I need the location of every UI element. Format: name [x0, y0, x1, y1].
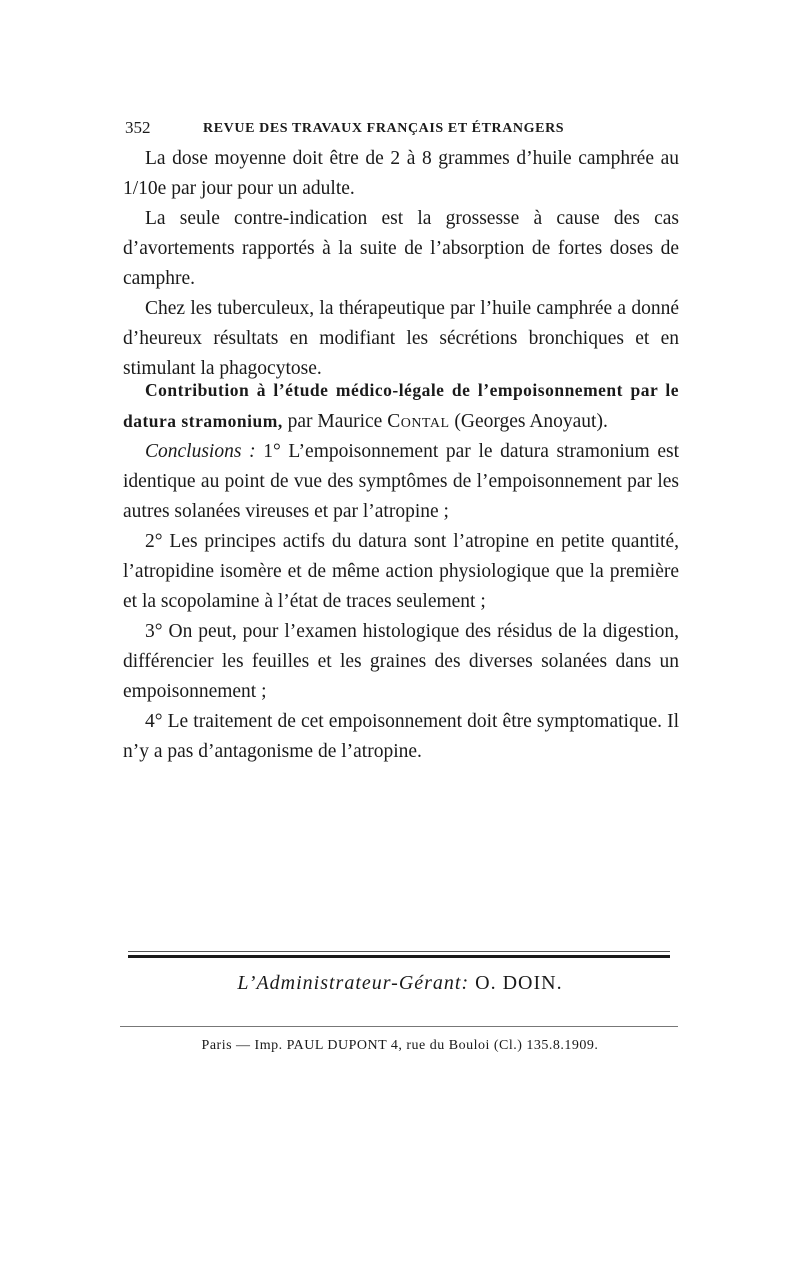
imprint-city: Paris	[201, 1038, 233, 1053]
paragraph: Chez les tuberculeux, la thérapeutique par l’huile camphrée a donné d’heureux résultats en modifiant les sécrétions bronchiques et en stimulant la phagocytose.	[123, 298, 679, 379]
author-surname: Contal	[387, 411, 450, 432]
footer-rule	[120, 1026, 678, 1027]
divider-rule-thin	[128, 951, 670, 952]
signature-name: O. DOIN.	[469, 972, 563, 994]
paragraph: La dose moyenne doit être de 2 à 8 grammes d’huile camphrée au 1/10e par jour pour un adulte.	[123, 148, 679, 199]
imprint-address: 4, rue du Bouloi (Cl.) 135.8.1909.	[386, 1038, 599, 1053]
conclusion-2: 2° Les principes actifs du datura sont l’atropine en petite quantité, l’atropidine isomère et de même action physiologique que la première et la scopolamine à l’état de traces seulement ;	[123, 531, 679, 612]
conclusion-4: 4° Le traitement de cet empoisonnement doit être symptomatique. Il n’y a pas d’antagonisme de l’atropine.	[123, 711, 679, 762]
printer-imprint	[0, 1038, 800, 1060]
article-by: par Maurice	[282, 411, 388, 432]
conclusion-text: 1° L’empoisonnement par le datura stramonium est identique au point de vue des symptômes de l’empoisonnement par les autres solanées vireuses et par l’atropine ;	[123, 441, 680, 522]
datura-article	[123, 375, 679, 767]
article-title: Contribution à l’étude médico-légale de l’empoisonnement par le datura stramonium,	[123, 380, 679, 431]
article-heading	[123, 375, 679, 437]
signature-label: L’Administrateur-Gérant:	[237, 972, 470, 994]
signature-line	[0, 972, 800, 1002]
divider-rule-thick	[128, 955, 670, 958]
conclusions-label: Conclusions :	[145, 441, 256, 462]
running-title: REVUE DES TRAVAUX FRANÇAIS ET ÉTRANGERS	[203, 121, 565, 136]
camphor-section	[123, 144, 679, 384]
author-rest: (Georges Anoyaut).	[449, 411, 608, 432]
page-header	[125, 118, 685, 142]
imprint-printer: PAUL DUPONT	[286, 1038, 387, 1053]
paragraph: La seule contre-indication est la grossesse à cause des cas d’avortements rapportés à la suite de l’absorption de fortes doses de camphre.	[123, 208, 679, 289]
conclusion-3: 3° On peut, pour l’examen histologique des résidus de la digestion, différencier les feuilles et les graines des diverses solanées dans un empoisonnement ;	[123, 621, 679, 702]
conclusion-1	[123, 437, 679, 527]
imprint-sep: — Imp.	[232, 1038, 287, 1053]
page-number: 352	[125, 118, 151, 137]
